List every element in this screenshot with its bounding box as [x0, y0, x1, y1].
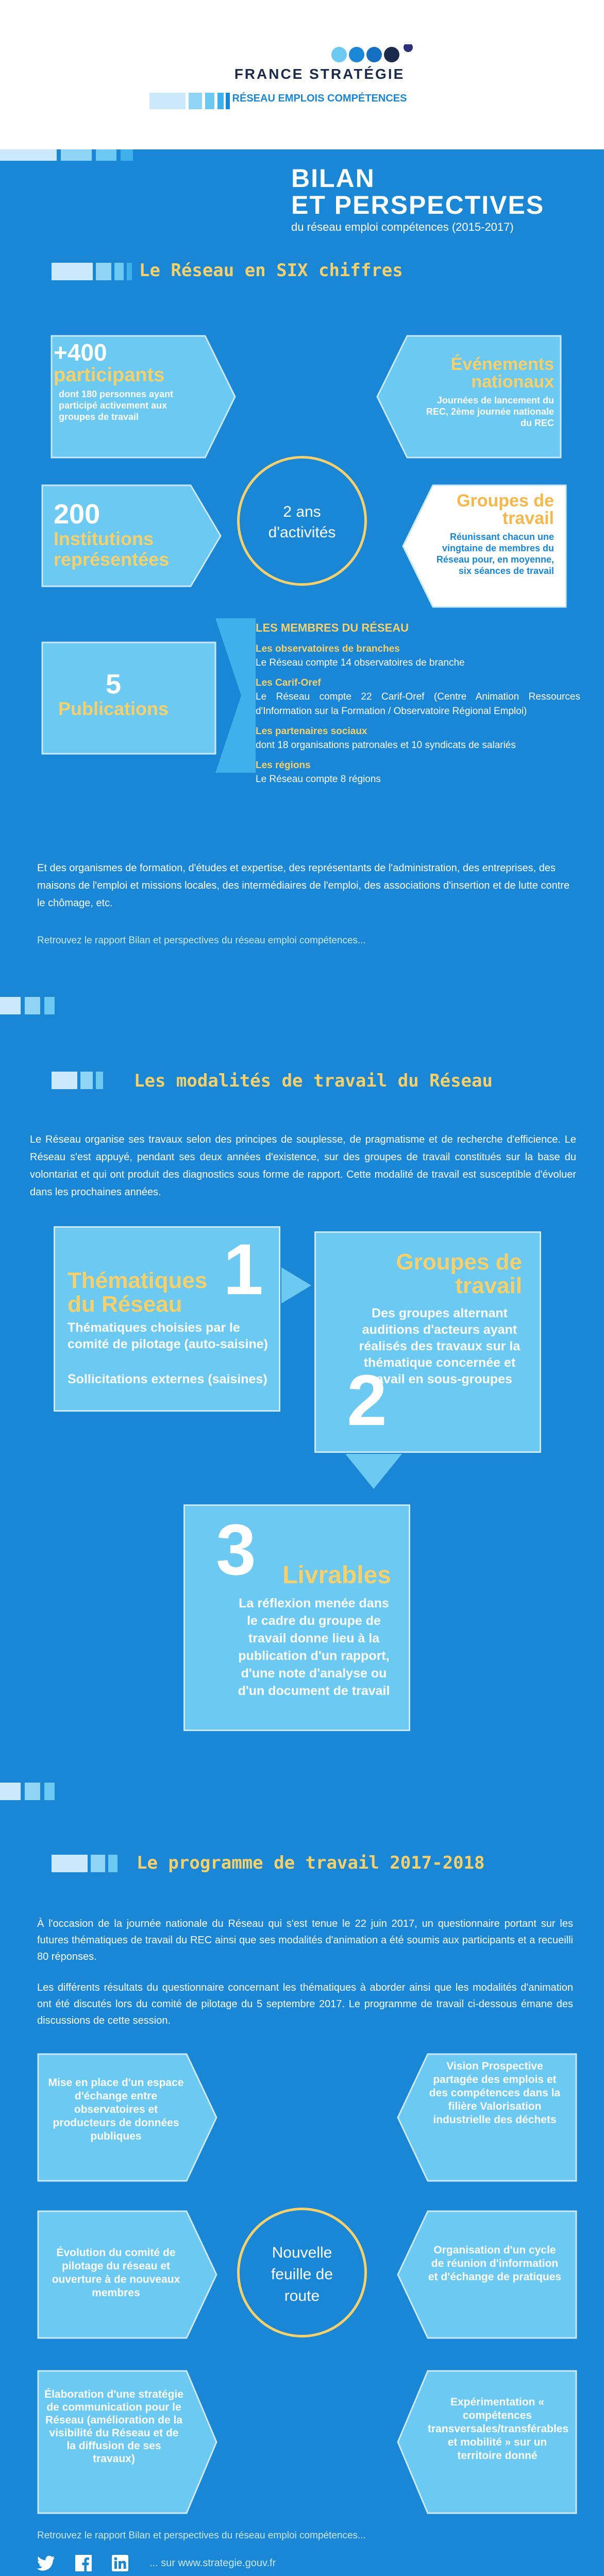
institutions-box [54, 500, 198, 570]
workgroups-text: Des groupes alternant auditions d'acteurs ayant réalisés des travaux sur la thématique concernée et travail en sous-groupes [359, 1306, 521, 1386]
section3-band [0, 1783, 604, 1810]
title-subtitle: du réseau emploi compétences (2015-2017) [291, 221, 514, 233]
thematic-arrow [281, 1267, 312, 1303]
member-text-partenaires: dont 18 organisations patronales et 10 syndicats de salariés [256, 740, 516, 751]
workgroups-arrow [345, 1454, 402, 1490]
members-heading: LES MEMBRES DU RÉSEAU [256, 621, 409, 634]
participants-box [54, 340, 198, 422]
header [0, 0, 604, 149]
title-block [291, 165, 544, 234]
deliverables-box [183, 1504, 410, 1731]
section3-report-link[interactable]: Retrouvez le rapport Bilan et perspectives du réseau emploi compétences... [37, 2530, 366, 2541]
events-box [423, 355, 554, 429]
participants-number: +400 [54, 339, 107, 366]
linkedin-icon[interactable] [111, 2554, 129, 2572]
section1-title: Le Réseau en SIX chiffres [139, 260, 403, 281]
brand-name: FRANCE STRATÉGIE [234, 66, 405, 82]
institutions-label: Institutions représentées [54, 528, 170, 570]
activity-circle [237, 456, 367, 586]
deliverables-number: 3 [216, 1509, 256, 1590]
section3-stripes [52, 1855, 124, 1872]
member-title-carif: Les Carif-Oref [256, 677, 321, 688]
section3-paragraph1: À l'occasion de la journée nationale du Réseau qui s'est tenue le 22 juin 2017, un questionnaire portant sur les futures thématiques de travail du REC ainsi que ses modalités d'animation a été soumis aux participants et a recueilli 80 réponses. [37, 1918, 573, 1962]
thematic-line1: Thématiques choisies par le comité de pilotage (auto-saisine) [68, 1320, 268, 1351]
institutions-number: 200 [54, 499, 100, 530]
facebook-icon[interactable] [75, 2554, 92, 2572]
twitter-icon[interactable] [37, 2555, 56, 2572]
network-name: RÉSEAU EMPLOIS COMPÉTENCES [232, 93, 407, 104]
members-item [256, 676, 580, 719]
members-block [256, 621, 580, 787]
program-item-info-cycle: Organisation d'un cycle de réunion d'information et d'échange de pratiques [428, 2244, 562, 2283]
workgroups-title: Groupes de travail [396, 1249, 522, 1298]
footer-site-link[interactable]: ... sur www.strategie.gouv.fr [149, 2557, 276, 2569]
section2-title: Les modalités de travail du Réseau [134, 1071, 493, 1091]
section3-paragraph2: Les différents résultats du questionnaire concernant les thématiques à aborder ainsi que les modalités d'animation ont été discutés lors du comité de pilotage du 5 septembre 2017. Le programme de travail ci-dessous émane des discussions de cette session. [37, 1982, 573, 2026]
member-text-observatoires: Le Réseau compte 14 observatoires de branche [256, 657, 465, 668]
deliverables-title: Livrables [282, 1562, 391, 1589]
members-item [256, 642, 580, 670]
roadmap-text: Nouvelle feuille de route [271, 2244, 333, 2304]
participants-label: participants [54, 364, 165, 386]
program-item-communication: Élaboration d'une stratégie de communication pour le Réseau (amélioration de la visibilité du Réseau et de la diffusion de ses travaux) [44, 2388, 183, 2465]
groups-label: Groupes de travail [457, 491, 554, 528]
section2-paragraph: Le Réseau organise ses travaux selon des principes de souplesse, de pragmatisme et de recherche d'efficience. Le Réseau s'est appuyé, pendant ses deux années d'existence, sur des groupes de travail constitués sur la base du volontariat et qui ont produit des diagnostics sous forme de rapport. Cette modalité de travail est susceptible d'évoluer dans les prochaines années. [30, 1134, 576, 1198]
events-label: Événements nationaux [450, 354, 554, 392]
footer [0, 2545, 604, 2576]
section1-stripes [52, 263, 134, 280]
events-desc: Journées de lancement du REC, 2ème journée nationale du REC [426, 395, 554, 428]
title-line-1: BILAN [291, 164, 375, 193]
section3-title: Le programme de travail 2017-2018 [137, 1853, 485, 1873]
section1-report-link[interactable]: Retrouvez le rapport Bilan et perspectives du réseau emploi compétences... [37, 935, 366, 946]
publications-number: 5 [105, 669, 122, 700]
section1-paragraph: Et des organismes de formation, d'études et expertise, des représentants de l'administration, des entreprises, des maisons de l'emploi et missions locales, des intermédiaires de l'emploi, des associations d'insertion et de lutte contre le chômage, etc. [37, 862, 570, 909]
roadmap-circle [237, 2208, 367, 2337]
section2-band [0, 997, 604, 1025]
thematic-title: Thématiques du Réseau [68, 1268, 208, 1317]
workgroups-box [314, 1231, 541, 1453]
program-item-steering: Évolution du comité de pilotage du réseau et ouverture à de nouveaux membres [52, 2247, 180, 2299]
member-title-partenaires: Les partenaires sociaux [256, 726, 367, 737]
member-text-carif: Le Réseau compte 22 Carif-Oref (Centre Animation Ressources d'Information sur la Formation / Observatoire Régional Emploi) [256, 691, 580, 717]
members-item [256, 725, 580, 753]
program-item-data-exchange: Mise en place d'un espace d'échange entre observatoires et producteurs de données publiques [48, 2077, 184, 2142]
members-item [256, 759, 580, 787]
program-item-prospective: Vision Prospective partagée des emplois et des compétences dans la filière Valorisation industrielle des déchets [429, 2060, 561, 2126]
member-title-observatoires: Les observatoires de branches [256, 643, 400, 654]
deliverables-text: La réflexion menée dans le cadre du groupe de travail donne lieu à la publication d'un rapport, d'une note d'analyse ou d'un document de travail [238, 1596, 390, 1698]
title-line-2: ET PERSPECTIVES [291, 191, 545, 219]
thematic-box [54, 1226, 280, 1412]
member-title-regions: Les régions [256, 760, 311, 771]
publications-label: Publications [58, 698, 169, 719]
groups-desc: Réunissant chacun une vingtaine de membres du Réseau pour, en moyenne, six séances de travail [436, 532, 554, 576]
member-text-regions: Le Réseau compte 8 régions [256, 774, 381, 785]
section2-stripes [52, 1072, 108, 1089]
logo-dots-icon [330, 44, 417, 65]
thematic-number: 1 [223, 1229, 263, 1310]
program-item-experimentation: Expérimentation « compétences transversales/transférables et mobilité » sur un territoire donné [428, 2396, 569, 2462]
thematic-line2: Sollicitations externes (saisines) [68, 1372, 267, 1386]
publications-box [52, 670, 175, 719]
groups-box [428, 492, 554, 577]
publications-arrow [215, 618, 257, 773]
participants-desc: dont 180 personnes ayant participé activement aux groupes de travail [59, 389, 174, 422]
activity-text: 2 ans d'activités [268, 503, 336, 541]
workgroups-number: 2 [347, 1360, 387, 1440]
